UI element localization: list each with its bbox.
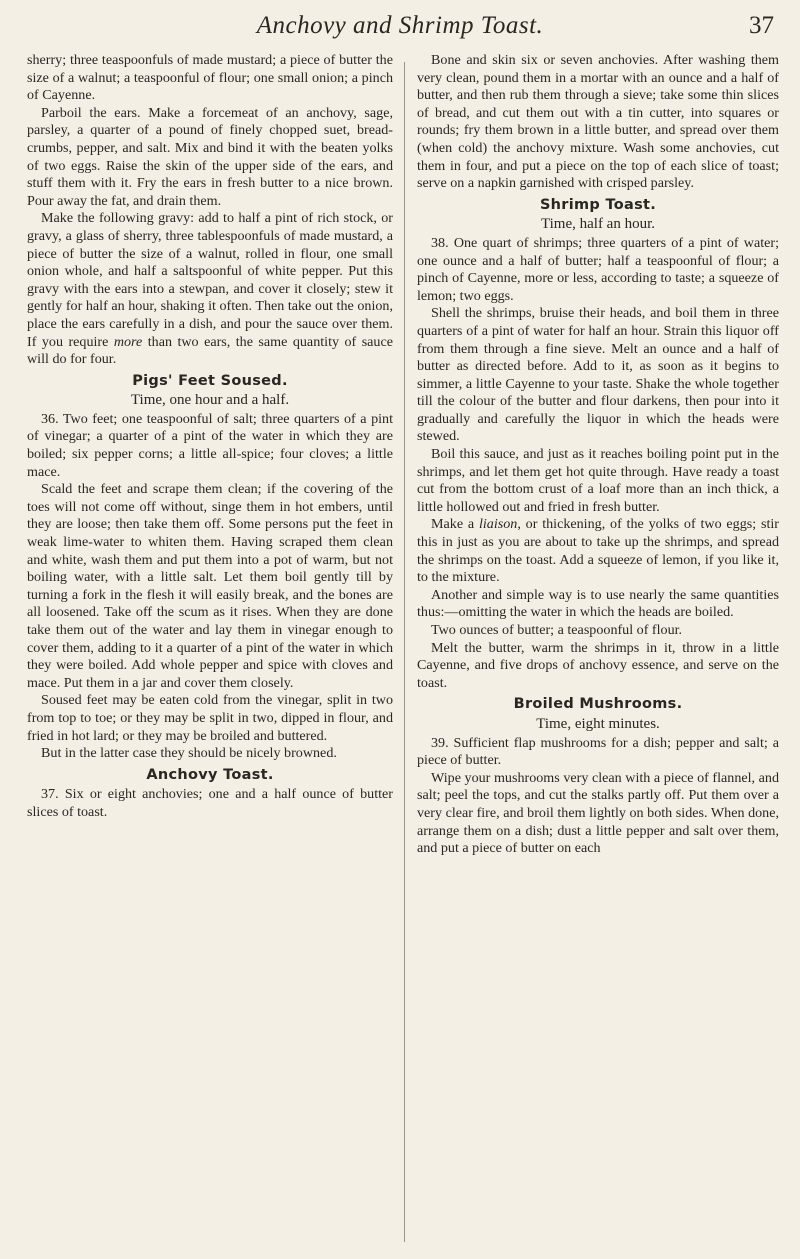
paragraph: 38. One quart of shrimps; three quarters of a pint of water; one ounce and a half of butter; half a teaspoonful of flour; a pinch of Cayenne, more or less, according to taste; a squeeze of lemon; two eggs.	[417, 234, 779, 304]
recipe-heading-shrimp-toast: Shrimp Toast.	[539, 196, 657, 213]
paragraph: 37. Six or eight anchovies; one and a half ounce of butter slices of toast.	[27, 786, 393, 820]
recipe-heading-broiled-mushrooms: Broiled Mushrooms.	[513, 696, 683, 713]
page-number: 37	[749, 12, 774, 39]
text-columns	[0, 52, 800, 1252]
paragraph: Soused feet may be eaten cold from the vinegar, split in two from top to toe; or they may be split in two, dipped in flour, and fried in hot lard; or they may be broiled and buttered.	[27, 692, 393, 744]
column-divider	[404, 62, 405, 1242]
paragraph: 36. Two feet; one teaspoonful of salt; three quarters of a pint of vinegar; a quarter of a pint of the water in which they are boiled; six pepper corns; a little all-spice; four cloves; a little mace.	[27, 410, 393, 480]
right-column	[417, 52, 779, 1252]
paragraph: Scald the feet and scrape them clean; if the covering of the toes will not come off without, singe them in hot embers, until they are loose; then take them off. Some persons put the feet in weak lime-water to whiten them. Having scraped them clean and white, wash them and put them into a pot of warm, but not boiling water, with a little salt. Let them boil gently till by turning a fork in the flesh it will easily break, and the bones are all loosened. Take off the scum as it rises. When they are done take them out of the water and lay them in vinegar enough to cover them, adding to it a quarter of a pint of the water in which they were boiled. Add whole pepper and spice with cloves and mace. Put them in a jar and cover them closely.	[27, 481, 393, 691]
recipe-time: Time, one hour and a half.	[130, 392, 290, 409]
recipe-heading-anchovy-toast: Anchovy Toast.	[146, 766, 274, 783]
emphasis-text: more	[113, 333, 143, 350]
running-title: Anchovy and Shrimp Toast.	[256, 12, 544, 39]
left-column	[27, 52, 393, 1252]
running-head	[0, 12, 800, 52]
paragraph: Two ounces of butter; a teaspoonful of flour.	[431, 622, 683, 638]
paragraph-text: , or thickening, of the yolks of two eggs; stir this in just as you are about to take up the shrimps, and spread the shrimps on the toast. Add a squeeze of lemon, if you like it, to the mixture.	[417, 516, 779, 586]
paragraph: Boil this sauce, and just as it reaches boiling point put in the shrimps, and let them get hot quite through. Have ready a toast cut from the bottom crust of a loaf more than an inch thick, a little hollowed out and fried in fresh butter.	[417, 446, 779, 515]
paragraph: Shell the shrimps, bruise their heads, and boil them in three quarters of a pint of water for half an hour. Strain this liquor off from them through a fine sieve. Melt an ounce and a half of butter as directed before. Add to it, as soon as it begins to simmer, a little Cayenne to your taste. Shake the whole together till the colour of the butter and flour darkens, then pour into it gradually and carefully the liquor in which the heads were stewed.	[417, 305, 779, 445]
paragraph: Bone and skin six or seven anchovies. After washing them very clean, pound them in a mortar with an ounce and a half of butter, and then rub them through a sieve; take some thin slices of bread, and cut them out with a tin cutter, into squares or rounds; fry them brown in a little butter, and spread over them (when cold) the anchovy mixture. Wash some anchovies, cut them in four, and put a piece on the top of each slice of toast; serve on a napkin garnished with crisped parsley.	[417, 52, 779, 192]
paragraph	[417, 516, 779, 586]
paragraph-text: Make a	[431, 516, 479, 533]
paragraph: Melt the butter, warm the shrimps in it, throw in a little Cayenne, and five drops of anchovy essence, and serve on the toast.	[417, 639, 779, 691]
recipe-heading-pigs-feet: Pigs' Feet Soused.	[132, 372, 288, 389]
paragraph: sherry; three teaspoonfuls of made mustard; a piece of butter the size of a walnut; a teaspoonful of flour; one small onion; a pinch of Cayenne.	[27, 52, 393, 104]
paragraph: 39. Sufficient flap mushrooms for a dish; pepper and salt; a piece of butter.	[417, 734, 779, 769]
paragraph: But in the latter case they should be nicely browned.	[41, 745, 337, 762]
recipe-time: Time, eight minutes.	[536, 715, 660, 732]
emphasis-text: liaison	[478, 516, 518, 533]
paragraph: Wipe your mushrooms very clean with a piece of flannel, and salt; peel the tops, and cut the stalks partly off. Put them over a very clear fire, and broil them lightly on both sides. When done, arrange them on a dish; dust a little pepper and salt over them, and put a piece of butter on each	[417, 769, 779, 857]
paragraph	[27, 210, 393, 368]
recipe-time: Time, half an hour.	[540, 216, 656, 233]
paragraph: Parboil the ears. Make a forcemeat of an anchovy, sage, parsley, a quarter of a pound of finely chopped suet, bread-crumbs, pepper, and salt. Mix and bind it with the beaten yolks of two eggs. Raise the skin of the upper side of the ears, and stuff them with it. Fry the ears in fresh butter to a nice brown. Pour away the fat, and drain them.	[27, 104, 393, 209]
paragraph-text: Make the following gravy: add to half a pint of rich stock, or gravy, a glass of sherry, three tablespoonfuls of made mustard, a piece of butter the size of a walnut, rolled in flour, one small onion whole, and half a saltspoonful of white pepper. Put this gravy with the ears into a stewpan, and cover it closely; stew it gently for half an hour, shaking it often. Then take out the onion, place the ears carefully in a dish, and pour the sauce over them. If you require	[27, 210, 393, 350]
paragraph: Another and simple way is to use nearly the same quantities thus:—omitting the water in which the heads are boiled.	[417, 586, 779, 621]
paragraph-text: than two ears, the same quantity of sauce will do for four.	[27, 333, 393, 368]
